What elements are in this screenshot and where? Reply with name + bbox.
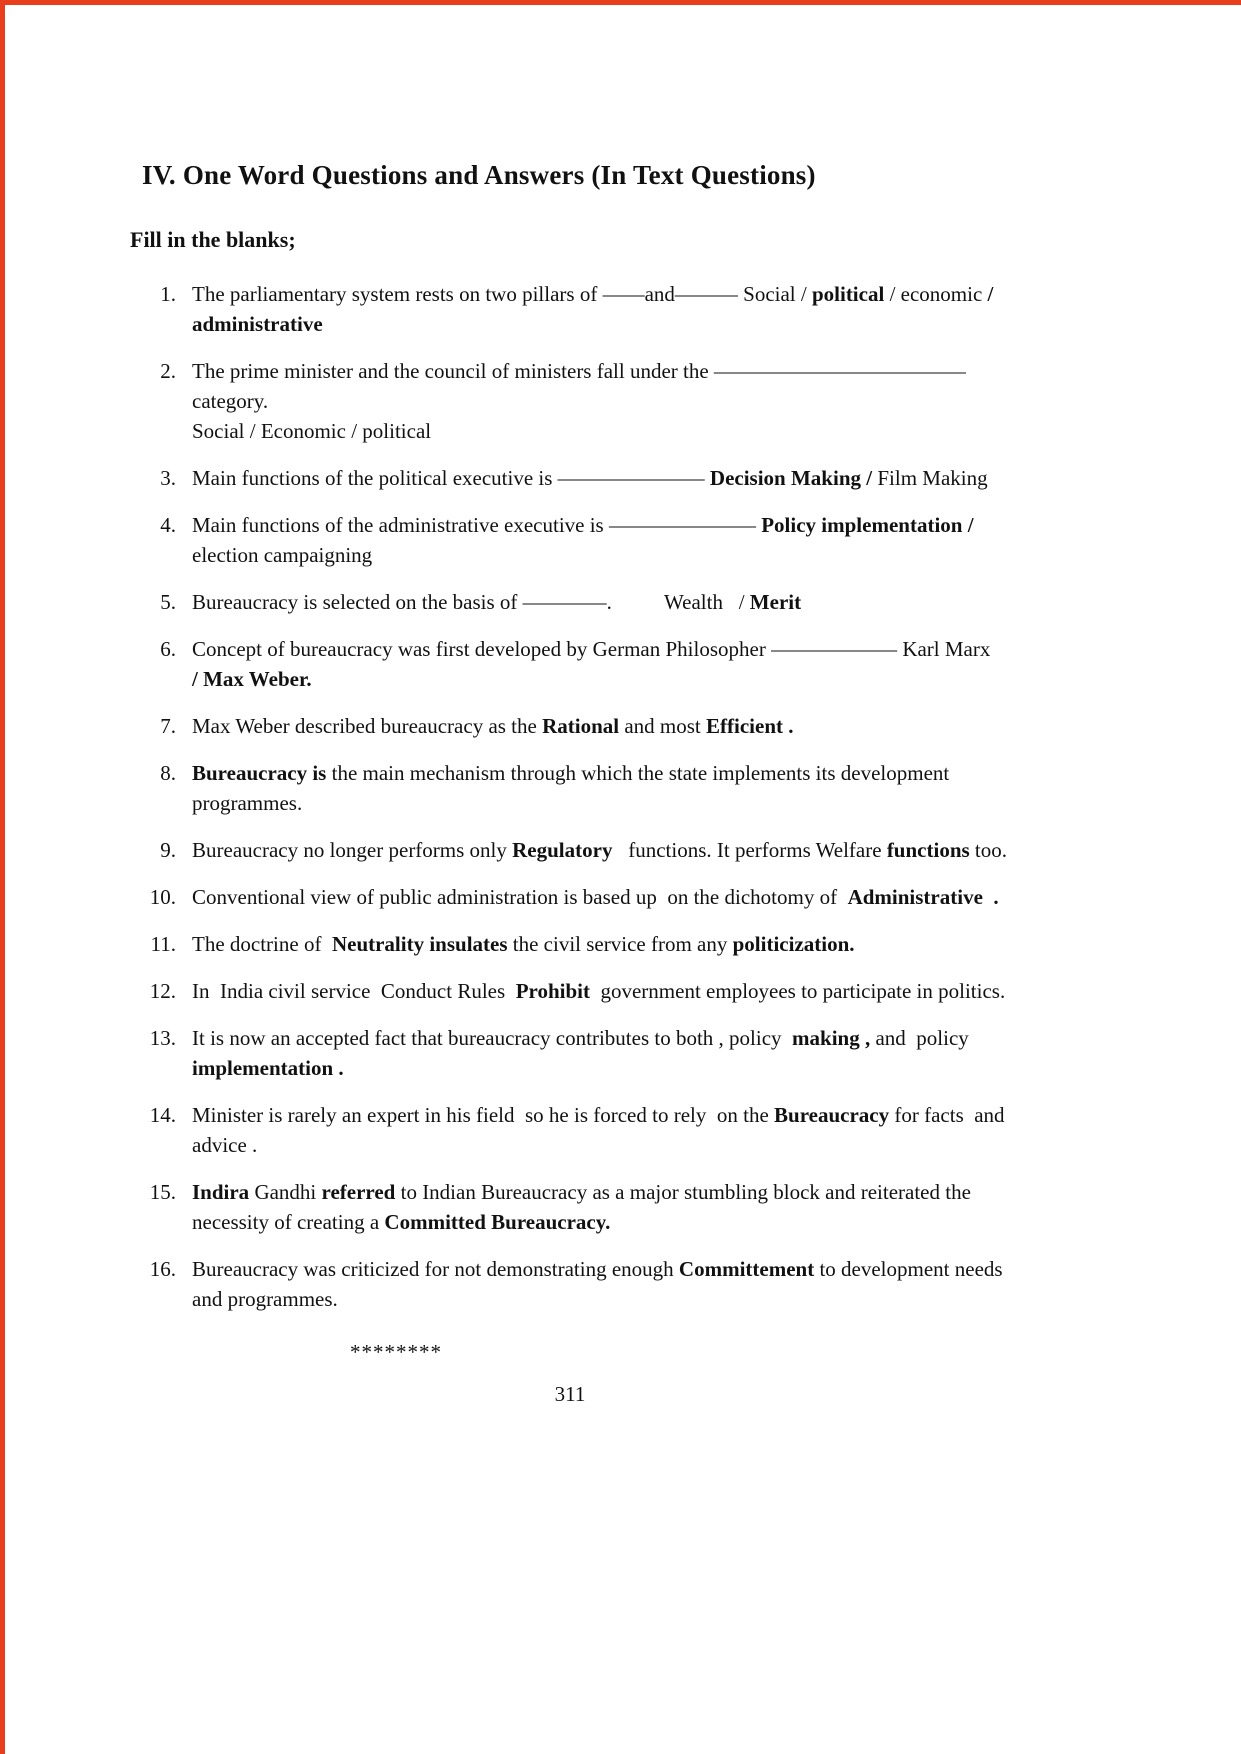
question-text: Bureaucracy is selected on the basis of ————. Wealth / Merit (192, 590, 802, 615)
question-text: The parliamentary system rests on two pillars of ——and——— Social / political / economic / administrative (192, 282, 994, 337)
list-item (130, 929, 1020, 959)
question-number: 8. (160, 761, 176, 786)
list-item (130, 1100, 1020, 1160)
question-text: Max Weber described bureaucracy as the Rational and most Efficient . (192, 714, 794, 739)
list-item (130, 356, 1020, 446)
question-text: Bureaucracy no longer performs only Regulatory functions. It performs Welfare functions too. (192, 838, 1008, 863)
list-item (130, 835, 1020, 865)
question-number: 5. (160, 590, 176, 615)
question-number: 4. (160, 513, 176, 538)
list-item (130, 510, 1020, 570)
question-number: 7. (160, 714, 176, 739)
question-text: Main functions of the political executive is ——————— Decision Making / Film Making (192, 466, 988, 491)
question-text: Concept of bureaucracy was first developed by German Philosopher —————— Karl Marx / Max Weber. (192, 637, 991, 692)
separator-stars: ******** (350, 1340, 442, 1365)
question-number: 3. (160, 466, 176, 491)
list-item (130, 1023, 1020, 1083)
question-number: 11. (150, 932, 176, 957)
page-edge-top-line (0, 0, 1241, 5)
list-item (130, 1254, 1020, 1314)
list-item (130, 634, 1020, 694)
list-item (130, 711, 1020, 741)
list-item (130, 758, 1020, 818)
question-number: 2. (160, 359, 176, 384)
list-item (130, 463, 1020, 493)
question-text: The doctrine of Neutrality insulates the civil service from any politicization. (192, 932, 855, 957)
question-text: Minister is rarely an expert in his field so he is forced to rely on the Bureaucracy for facts and advice . (192, 1103, 1005, 1158)
list-item (130, 976, 1020, 1006)
questions-list (130, 279, 1020, 1314)
page-number: 311 (554, 1382, 586, 1406)
question-number: 14. (149, 1103, 176, 1128)
question-number: 13. (149, 1026, 176, 1051)
section-heading: IV. One Word Questions and Answers (In Text Questions) (142, 160, 816, 190)
document-page (130, 160, 1020, 1365)
question-number: 6. (160, 637, 176, 662)
list-item (130, 587, 1020, 617)
question-text: Conventional view of public administration is based up on the dichotomy of Administrative . (192, 885, 999, 910)
question-text: The prime minister and the council of ministers fall under the ————————————category. Social / Economic / political (192, 359, 966, 444)
page-edge-left-line (0, 0, 5, 1754)
question-number: 15. (149, 1180, 176, 1205)
question-number: 1. (160, 282, 176, 306)
question-text: Bureaucracy is the main mechanism through which the state implements its development programmes. (192, 761, 950, 816)
question-number: 16. (149, 1257, 176, 1282)
question-text: Bureaucracy was criticized for not demonstrating enough Committement to development needs and programmes. (192, 1257, 1003, 1312)
question-text: It is now an accepted fact that bureaucracy contributes to both , policy making , and policy implementation . (192, 1026, 969, 1081)
question-number: 10. (149, 885, 176, 910)
subsection-heading: Fill in the blanks; (130, 227, 296, 252)
list-item (130, 1177, 1020, 1237)
question-text: In India civil service Conduct Rules Prohibit government employees to participate in politics. (192, 979, 1006, 1004)
question-number: 9. (160, 838, 176, 863)
question-text: Indira Gandhi referred to Indian Bureaucracy as a major stumbling block and reiterated the necessity of creating a Committed Bureaucracy. (192, 1180, 971, 1235)
list-item (130, 279, 1020, 339)
question-text: Main functions of the administrative executive is ——————— Policy implementation / election campaigning (192, 513, 974, 568)
list-item (130, 882, 1020, 912)
question-number: 12. (149, 979, 176, 1004)
